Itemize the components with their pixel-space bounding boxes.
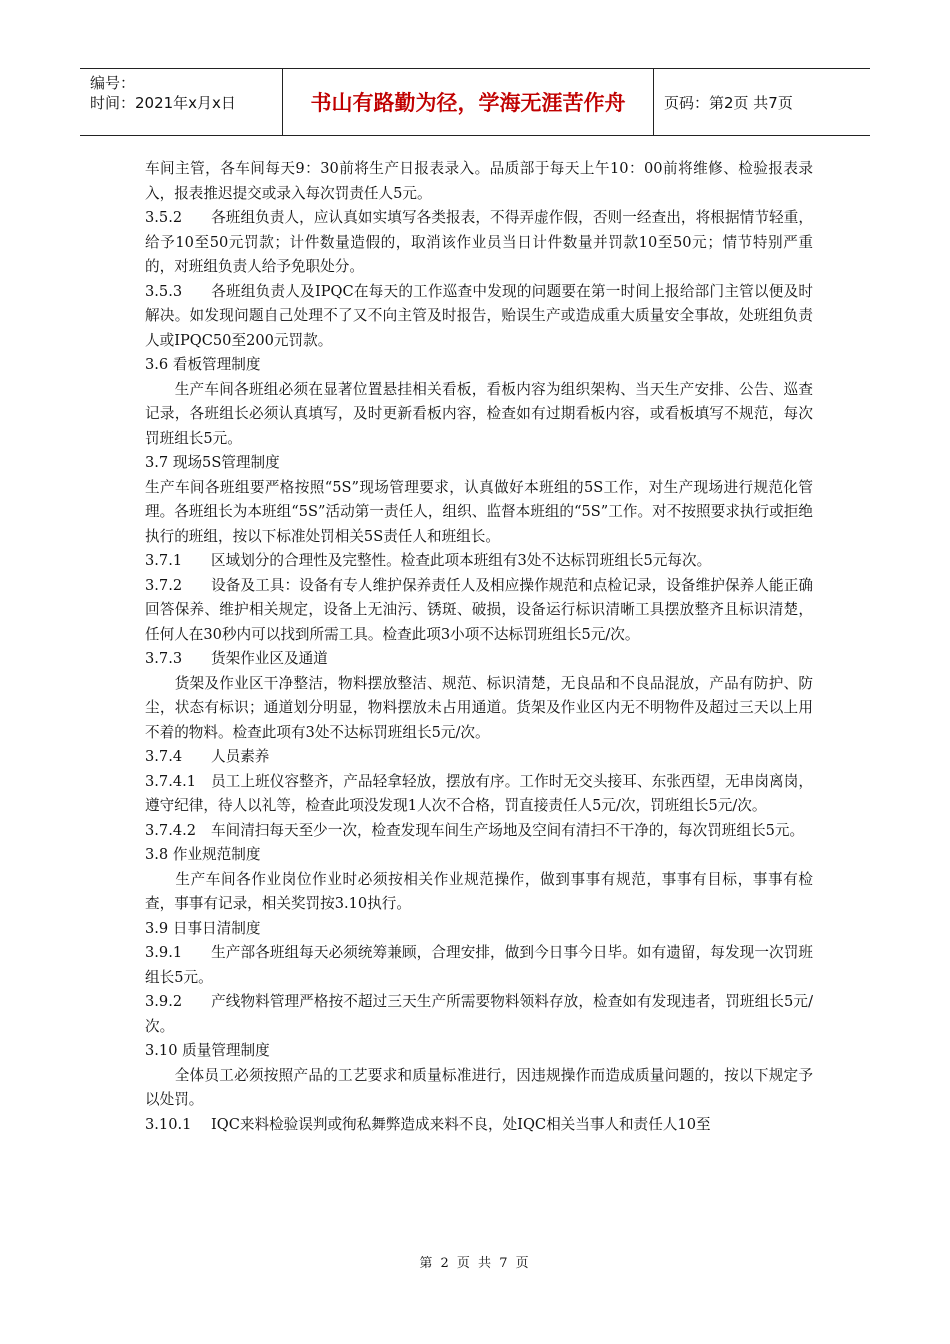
paragraph-text: 3.9 日事日清制度 [145, 919, 261, 937]
header-meta [80, 69, 283, 135]
clause-number: 3.7.4 [145, 748, 183, 765]
page-header [80, 68, 870, 136]
paragraph-text: 生产车间各班组必须在显著位置悬挂相关看板，看板内容为组织架构、当天生产安排、公告、巡查记录，各班组长必须认真填写，及时更新看板内容，检查如有过期看板内容，或看板填写不规范，每次罚班组长5元。 [145, 380, 813, 447]
clause-number: 3.9.2 [145, 993, 183, 1010]
clause-number: 3.9.1 [145, 944, 183, 961]
paragraph-text: 生产车间各班组要严格按照“5S”现场管理要求，认真做好本班组的5S工作，对生产现场进行规范化管理。各班组长为本班组“5S”活动第一责任人，组织、监督本班组的“5S”工作。对不按照要求执行或拒绝执行的班组，按以下标准处罚相关5S责任人和班组长。 [145, 478, 813, 545]
paragraph-text: 3.10 质量管理制度 [145, 1042, 270, 1059]
paragraph-text: 3.6 看板管理制度 [145, 356, 261, 373]
document-time-label: 时间：2021年x月x日 [90, 94, 236, 112]
clause-number: 3.7.1 [145, 552, 183, 569]
body-paragraph [145, 476, 813, 550]
body-paragraph [145, 549, 813, 574]
body-paragraph [145, 157, 813, 206]
clause-number: 3.7.4.1 [145, 772, 197, 790]
page-footer: 第 2 页 共 7 页 [419, 1256, 531, 1271]
body-paragraph [145, 574, 813, 648]
document-number-label: 编号： [90, 74, 136, 92]
body-paragraph [145, 1113, 813, 1138]
header-motto: 书山有路勤为径，学海无涯苦作舟 [283, 69, 654, 135]
clause-number: 3.7.4.2 [145, 821, 197, 839]
body-paragraph [145, 353, 813, 378]
body-paragraph [145, 1064, 813, 1113]
paragraph-text: 货架及作业区干净整洁，物料摆放整洁、规范、标识清楚，无良品和不良品混放，产品有防护、防尘，状态有标识；通道划分明显，物料摆放未占用通道。货架及作业区内无不明物件及超过三天以上用不着的物料。检查此项有3处不达标罚班组长5元/次。 [145, 674, 813, 741]
body-paragraph [145, 917, 813, 942]
paragraph-text: 车间主管，各车间每天9：30前将生产日报表录入。品质部于每天上午10：00前将维修、检验报表录入，报表推迟提交或录入每次罚责任人5元。 [145, 160, 813, 202]
clause-number: 3.5.2 [145, 209, 183, 226]
paragraph-text: 设备及工具：设备有专人维护保养责任人及相应操作规范和点检记录，设备维护保养人能正确回答保养、维护相关规定，设备上无油污、锈斑、破损，设备运行标识清晰工具摆放整齐且标识清楚，任何人在30秒内可以找到所需工具。检查此项3小项不达标罚班组长5元/次。 [145, 576, 813, 643]
body-paragraph [145, 280, 813, 354]
body-paragraph [145, 843, 813, 868]
body-paragraph [145, 868, 813, 917]
paragraph-text: 全体员工必须按照产品的工艺要求和质量标准进行，因违规操作而造成质量问题的，按以下规定予以处罚。 [145, 1066, 813, 1108]
paragraph-text: 生产部各班组每天必须统筹兼顾，合理安排，做到今日事今日毕。如有遗留，每发现一次罚班组长5元。 [145, 944, 813, 986]
body-paragraph [145, 672, 813, 746]
paragraph-text: 3.7 现场5S管理制度 [145, 454, 280, 471]
clause-number: 3.5.3 [145, 282, 183, 300]
paragraph-text: 3.8 作业规范制度 [145, 846, 261, 863]
clause-number: 3.10.1 [145, 1115, 192, 1133]
header-page-number: 页码：第2页 共7页 [664, 93, 793, 112]
paragraph-text: 员工上班仪容整齐，产品轻拿轻放，摆放有序。工作时无交头接耳、东张西望，无串岗离岗，遵守纪律，待人以礼等，检查此项没发现1人次不合格，罚直接责任人5元/次，罚班组长5元/次。 [145, 772, 813, 814]
body-paragraph [145, 647, 813, 672]
paragraph-text: 货架作业区及通道 [211, 650, 328, 667]
paragraph-text: 区域划分的合理性及完整性。检查此项本班组有3处不达标罚班组长5元每次。 [211, 552, 712, 569]
clause-number: 3.7.2 [145, 576, 183, 594]
paragraph-text: 产线物料管理严格按不超过三天生产所需要物料领料存放，检查如有发现违者，罚班组长5元/次。 [145, 993, 813, 1035]
body-paragraph [145, 206, 813, 280]
paragraph-text: 生产车间各作业岗位作业时必须按相关作业规范操作，做到事事有规范，事事有目标，事事有检查，事事有记录，相关奖罚按3.10执行。 [145, 870, 813, 912]
body-paragraph [145, 819, 813, 844]
body-paragraph [145, 1039, 813, 1064]
body-paragraph [145, 941, 813, 990]
document-body [145, 157, 813, 1137]
body-paragraph [145, 990, 813, 1039]
paragraph-text: 车间清扫每天至少一次，检查发现车间生产场地及空间有清扫不干净的，每次罚班组长5元。 [211, 821, 805, 839]
paragraph-text: 各班组负责人及IPQC在每天的工作巡查中发现的问题要在第一时间上报给部门主管以便及时解决。如发现问题自己处理不了又不向主管及时报告，贻误生产或造成重大质量安全事故，处班组负责人或IPQC50至200元罚款。 [145, 282, 813, 349]
body-paragraph [145, 378, 813, 452]
body-paragraph [145, 745, 813, 770]
clause-number: 3.7.3 [145, 650, 183, 667]
body-paragraph [145, 451, 813, 476]
paragraph-text: IQC来料检验误判或徇私舞弊造成来料不良，处IQC相关当事人和责任人10至 [211, 1115, 711, 1133]
body-paragraph [145, 770, 813, 819]
paragraph-text: 各班组负责人，应认真如实填写各类报表，不得弄虚作假，否则一经查出，将根据情节轻重，给予10至50元罚款；计件数量造假的，取消该作业员当日计件数量并罚款10至50元；情节特别严重的，对班组负责人给予免职处分。 [145, 209, 813, 275]
paragraph-text: 人员素养 [211, 748, 270, 765]
